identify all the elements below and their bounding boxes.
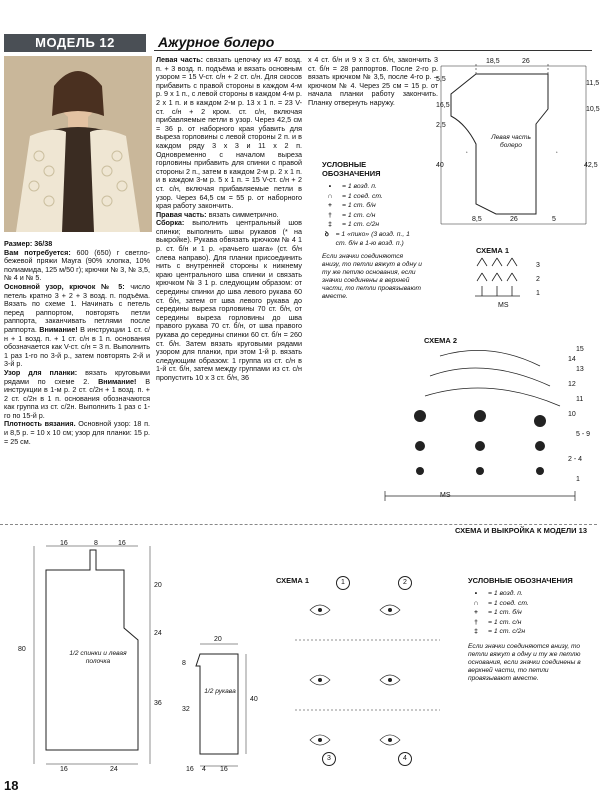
sleeve-dim-8: 8 (182, 660, 186, 667)
dim-26-bottom: 26 (510, 216, 518, 223)
legend-bottom-item-text: = 1 ст. б/н (488, 609, 522, 616)
schema2-row-number: 2 - 4 (568, 456, 583, 463)
dim-10-5: 10,5 (586, 106, 600, 113)
left-part-label: Левая часть: (156, 55, 204, 64)
legend-bottom (468, 576, 588, 683)
legend-note: Если значки соединяются внизу, то петли вяжут в одну и ту же петлю основания, если значки соединены в верхней части, то петли провязывают вместе. (322, 252, 422, 300)
circle-1: 1 (336, 576, 350, 590)
dim-26-top: 26 (522, 58, 530, 65)
left-part-text: связать цепочку из 47 возд. п. + 3 возд. п. подъёма и вязать основным узором = 15 V-ст. с/н + 2 ст. с/н. Для скосов прибавить с правой стороны в каждом 4-м р. 9 х 1 п., с левой стороны в каждом 4-м р. 2 х 1 п. и в каждом 2-м р. 13 х 1 п. = 23 V-ст. с/н + 2 кром. ст. с/н, включая прибавляемые петли в узор. Через 42,5 см = 36 р. от наборного края убавить для выреза горловины с левой стороны 2 п. и в каждом ряду 3 х 3 и 11 х 2 п. Одновременно с началом выреза горловины прибавить для спинки с правой стороны 2 п., затем в каждом 2-м р. 2 х 1 п. и в каждом 3-м р. 5 х 1 п. = 15 V-ст. с/н + 2 ст. с/н, включая прибавляемые петли в узор. Через 64,5 см = 55 р. от наборного края работу закончить. (156, 55, 303, 211)
lace-schema (276, 576, 456, 776)
circle-3: 3 (322, 752, 336, 766)
header-rule (154, 50, 592, 51)
schema1-row-1: 1 (536, 290, 540, 297)
sleeve-dim-4: 4 (202, 766, 206, 773)
dim-2-5: 2,5 (436, 122, 446, 129)
legend-top-item-row (322, 192, 422, 202)
dim-18-5: 18,5 (486, 58, 500, 65)
schema2 (380, 336, 595, 506)
legend-top-item-symbol: ‡ (328, 221, 332, 228)
bolero-label: Левая часть болеро (491, 134, 531, 149)
back-dim-20: 20 (154, 582, 162, 589)
dim-42-5: 42,5 (584, 162, 598, 169)
legend-bottom-item-text: = 1 ст. с/2н (488, 628, 526, 635)
legend-top-item-text: = 1 ст. б/н (342, 202, 376, 209)
sleeve-dim-16b: 16 (220, 766, 228, 773)
schema2-row-number: 12 (568, 381, 576, 388)
schema2-row-number: 11 (576, 396, 584, 403)
model-photo-illustration (4, 56, 152, 232)
trim-pattern-label: Узор для планки: (4, 367, 78, 377)
schema2-row-number: 14 (568, 356, 576, 363)
density-label: Плотность вязания. (4, 419, 76, 429)
legend-top-item-text: = 1 «пико» (3 возд. п., 1 ст. б/н в 1-ю возд. п.) (335, 230, 410, 247)
dim-40: 40 (436, 162, 444, 169)
section-separator (0, 524, 597, 525)
trim-pattern-text: вязать круговыми рядами по схеме 2. (4, 367, 150, 386)
right-part-label: Правая часть: (156, 209, 207, 219)
sleeve-pattern (176, 636, 262, 776)
assembly-label: Сборка: (156, 218, 185, 228)
legend-bottom-title: УСЛОВНЫЕ ОБОЗНАЧЕНИЯ (468, 576, 573, 585)
size-text: Размер: 36/38 (4, 239, 53, 248)
legend-top-item-text: = 1 ст. с/н (342, 211, 376, 219)
section-title: СХЕМА И ВЫКРОЙКА К МОДЕЛИ 13 (455, 526, 587, 535)
legend-top-item-row (322, 220, 422, 230)
right-column (308, 56, 438, 108)
needs-label: Вам потребуется: (4, 247, 71, 257)
dim-8-5: 8,5 (472, 216, 482, 223)
back-pattern (10, 540, 170, 776)
sleeve-dim-32: 32 (182, 706, 190, 713)
needs-text: 600 (650) г светло-бежевой пряжи Mayra (90% хлопка, 10% полиамида, 125 м/50 г); крючки № 3, № 3,5, № 4 и № 5. (4, 247, 151, 283)
legend-bottom-item-row (468, 599, 588, 609)
schema2-row-number: 15 (576, 346, 584, 353)
legend-bottom-item-row (468, 627, 588, 637)
page-title: Ажурное болеро (158, 34, 275, 50)
sleeve-dim-40: 40 (250, 696, 258, 703)
attention-label-1: Внимание! (39, 324, 78, 334)
schema1-label: СХЕМА 1 (476, 246, 510, 255)
attention-text-2: В инструкции в 1-м р. 2 ст. с/2н + 1 возд. п. + 2 ст. с/2н в 1 п. основания обозначаются как группа из ст. с/2н. Выполнить 1 раз с 1-го по 15-й р. (4, 376, 151, 420)
legend-bottom-item-row (468, 608, 588, 618)
legend-top-item-row (322, 201, 422, 211)
legend-bottom-item-symbol: + (474, 609, 478, 616)
lace-schema-drawing (280, 580, 456, 776)
circle-4: 4 (398, 752, 412, 766)
schema2-row-number: 5 - 9 (576, 431, 591, 438)
page-number: 18 (4, 778, 19, 793)
main-pattern-label: Основной узор, крючок № 5: (4, 281, 125, 291)
lace-schema-label: СХЕМА 1 (276, 576, 310, 585)
back-dim-24b: 24 (110, 766, 118, 773)
model-label: МОДЕЛЬ 12 (4, 34, 146, 52)
model-photo (4, 56, 152, 232)
schema1-ms: MS (498, 302, 509, 309)
svg-text:*: * (466, 150, 468, 155)
schema2-label: СХЕМА 2 (424, 336, 458, 345)
back-dim-36: 36 (154, 700, 162, 707)
back-dim-16a: 16 (60, 540, 68, 547)
svg-text:*: * (556, 150, 558, 155)
sleeve-dim-20: 20 (214, 636, 222, 643)
legend-top-item-symbol: ꝺ (324, 230, 329, 238)
legend-bottom-item-text: = 1 возд. п. (488, 590, 523, 597)
attention-label-2: Внимание! (98, 376, 137, 386)
legend-top-item-text: = 1 возд. п. (342, 183, 377, 190)
schema1-row-3: 3 (536, 262, 540, 269)
back-dim-16b: 16 (118, 540, 126, 547)
legend-bottom-item-symbol: ‡ (474, 628, 478, 635)
back-dim-24: 24 (154, 630, 162, 637)
legend-top-item-symbol: + (328, 202, 332, 209)
attention-text-1: В инструкции 1 ст. с/н + 1 возд. п. + 1 ст. с/н в 1 п. основания обозначается как V-ст. с/н = 3 п. Выполнить 1 раз 1-го по 3-й р., затем повторять 2-й и 3-й р. (4, 324, 150, 369)
schema1-top (468, 246, 548, 316)
legend-bottom-item-text: = 1 соед. ст. (488, 599, 529, 607)
dim-5: 5 (552, 216, 556, 223)
pattern-bolero (436, 54, 600, 234)
legend-bottom-item-row (468, 589, 588, 599)
dim-5-5: 5,5 (436, 76, 446, 83)
schema1-row-2: 2 (536, 276, 540, 283)
right-part-text: вязать симметрично. (208, 209, 279, 219)
legend-top-item-row (322, 182, 422, 192)
legend-bottom-item-symbol: † (474, 618, 478, 626)
sleeve-dim-16: 16 (186, 766, 194, 773)
legend-bottom-item-row (468, 618, 588, 628)
schema2-row-number: 10 (568, 411, 576, 418)
legend-bottom-item-symbol: ∩ (473, 599, 479, 607)
circle-2: 2 (398, 576, 412, 590)
back-dim-80: 80 (18, 646, 26, 653)
dim-16-5: 16,5 (436, 102, 450, 109)
legend-top-item-symbol: • (328, 183, 332, 190)
legend-top-item-row (322, 230, 422, 249)
legend-title: УСЛОВНЫЕ ОБОЗНАЧЕНИЯ (322, 160, 381, 178)
middle-column (156, 56, 302, 383)
legend-top-item-symbol: † (328, 211, 332, 219)
schema1-drawing (472, 256, 532, 306)
right-column-text: х 4 ст. б/н и 9 х 3 ст. б/н, закончить 3 ст. б/н = 28 раппортов. После 2-го р. вязать крючком № 3,5, после 4-го р. – крючком № 4. Через 25 см = 15 р. от начала планки работу закончить. Планку отвернуть наружу. (308, 55, 438, 107)
assembly-text: выполнить центральный шов спинки; выполнить швы рукавов (* на выкройке). Рукава обвязать крючком № 4 1 р. ст. б/н и 1 р. «рачьего шага» (ст. б/н слева направо). Для планки присоединить нить с внутренней стороны к нижнему краю центрального шва спинки и связать крючком № 3 1 р. следующим образом: от середины спинки до шва левого рукава 60 ст. б/н, затем от шва левого рукава до середины выреза горловины 70 ст. б/н, от середины выреза горловины до шва правого рукава 70 ст. б/н, от шва правого рукава до середины спинки 60 ст. б/н = 260 ст. б/н. Затем вязать круговыми рядами узором для планки, при этом 1-й р. вязать следующим образом: 1 группа из ст. с/н в 1-й ст. б/н, затем между группами из ст. с/н пропустить 10 х 3 ст. б/н, 36 (156, 218, 302, 382)
back-dim-16c: 16 (60, 766, 68, 773)
legend-top-item-text: = 1 соед. ст. (342, 192, 383, 200)
density-text: Основной узор: 18 п. и 8,5 р. = 10 х 10 см; узор для планки: 15 р. = 25 см. (4, 419, 150, 446)
schema2-row-number: 1 (576, 476, 580, 483)
back-label: 1/2 спинки и левая полочка (69, 650, 127, 665)
legend-top-item-text: = 1 ст. с/2н (342, 221, 380, 228)
legend-bottom-item-symbol: • (474, 590, 478, 597)
main-pattern-text: число петель кратно 3 + 2 + 3 возд. п. подъёма. Вязать по схеме 1. Начинать с петель перед раппортом, повторять петли раппорта, заканчивать петлями после раппорта. (4, 281, 150, 334)
schema2-row-number: 13 (576, 366, 584, 373)
sleeve-label: 1/2 рукава (204, 688, 236, 695)
legend-top-item-symbol: ∩ (327, 192, 333, 200)
legend-top (322, 160, 422, 301)
dim-11-5: 11,5 (586, 80, 600, 87)
schema2-drawing (380, 346, 595, 506)
schema2-ms: MS (440, 492, 451, 499)
back-dim-8: 8 (94, 540, 98, 547)
legend-bottom-note: Если значки соединяются внизу, то петли вяжут в одну и ту же петлю основания, если значки соединены в верхней части, то петли провязывают вместе. (468, 642, 581, 682)
legend-bottom-item-text: = 1 ст. с/н (488, 618, 522, 626)
left-column (4, 240, 150, 446)
legend-top-item-row (322, 211, 422, 221)
